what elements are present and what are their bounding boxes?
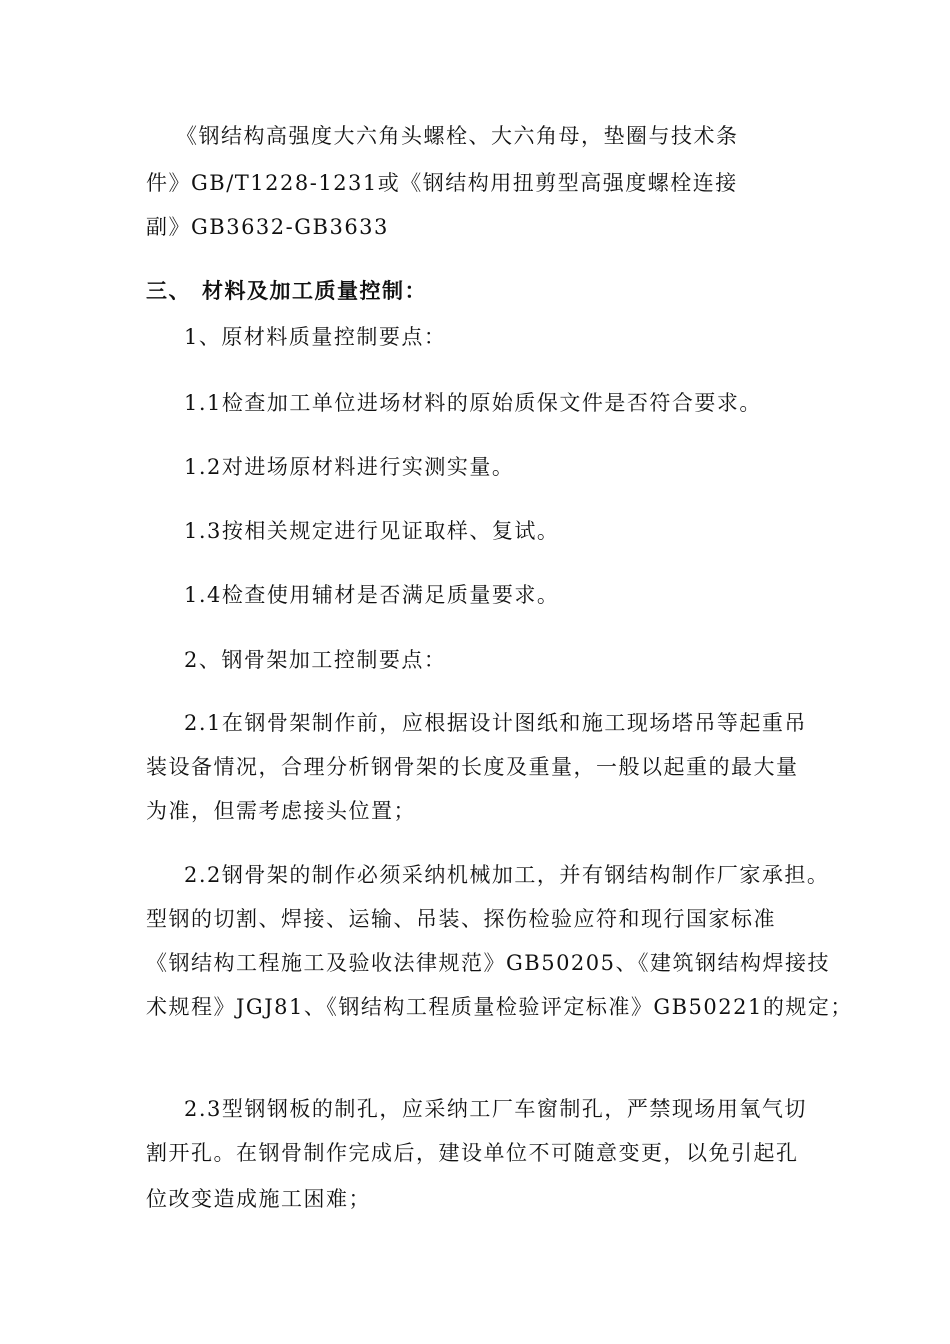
item-1-3: 1.3按相关规定进行见证取样、复试。 [184,519,560,543]
item-2-3-line-2: 割开孔。在钢骨制作完成后，建设单位不可随意变更，以免引起孔 [146,1141,799,1165]
item-1-heading: 1、原材料质量控制要点： [184,325,447,349]
section-3-title: 材料及加工质量控制： [202,278,427,303]
item-1-2: 1.2对进场原材料进行实测实量。 [184,455,515,479]
item-2-1-line-2: 装设备情况，合理分析钢骨架的长度及重量，一般以起重的最大量 [146,755,799,779]
item-2-2-line-2: 型钢的切割、焊接、运输、吊装、探伤检验应符和现行国家标准 [146,907,776,931]
section-3-heading [146,276,427,306]
standards-line-2: 件》GB/T1228-1231或《钢结构用扭剪型高强度螺栓连接 [146,171,738,195]
item-2-1-line-1: 2.1在钢骨架制作前，应根据设计图纸和施工现场塔吊等起重吊 [184,711,807,735]
item-2-3-line-3: 位改变造成施工困难； [146,1187,371,1211]
item-2-1-line-3: 为准，但需考虑接头位置； [146,799,416,823]
item-2-heading: 2、钢骨架加工控制要点： [184,648,447,672]
item-2-3-line-1: 2.3型钢钢板的制孔，应采纳工厂车窗制孔，严禁现场用氧气切 [184,1097,807,1121]
section-3-number: 三、 [146,278,191,303]
item-2-2-line-1: 2.2钢骨架的制作必须采纳机械加工，并有钢结构制作厂家承担。 [184,863,830,887]
item-1-1: 1.1检查加工单位进场材料的原始质保文件是否符合要求。 [184,391,762,415]
item-1-4: 1.4检查使用辅材是否满足质量要求。 [184,583,560,607]
item-2-2-line-4: 术规程》JGJ81、《钢结构工程质量检验评定标准》GB50221的规定； [146,995,853,1019]
item-2-2-line-3: 《钢结构工程施工及验收法律规范》GB50205、《建筑钢结构焊接技 [146,951,831,975]
standards-line-3: 副》GB3632-GB3633 [146,215,389,239]
standards-line-1: 《钢结构高强度大六角头螺栓、大六角母，垫圈与技术条 [176,124,739,148]
